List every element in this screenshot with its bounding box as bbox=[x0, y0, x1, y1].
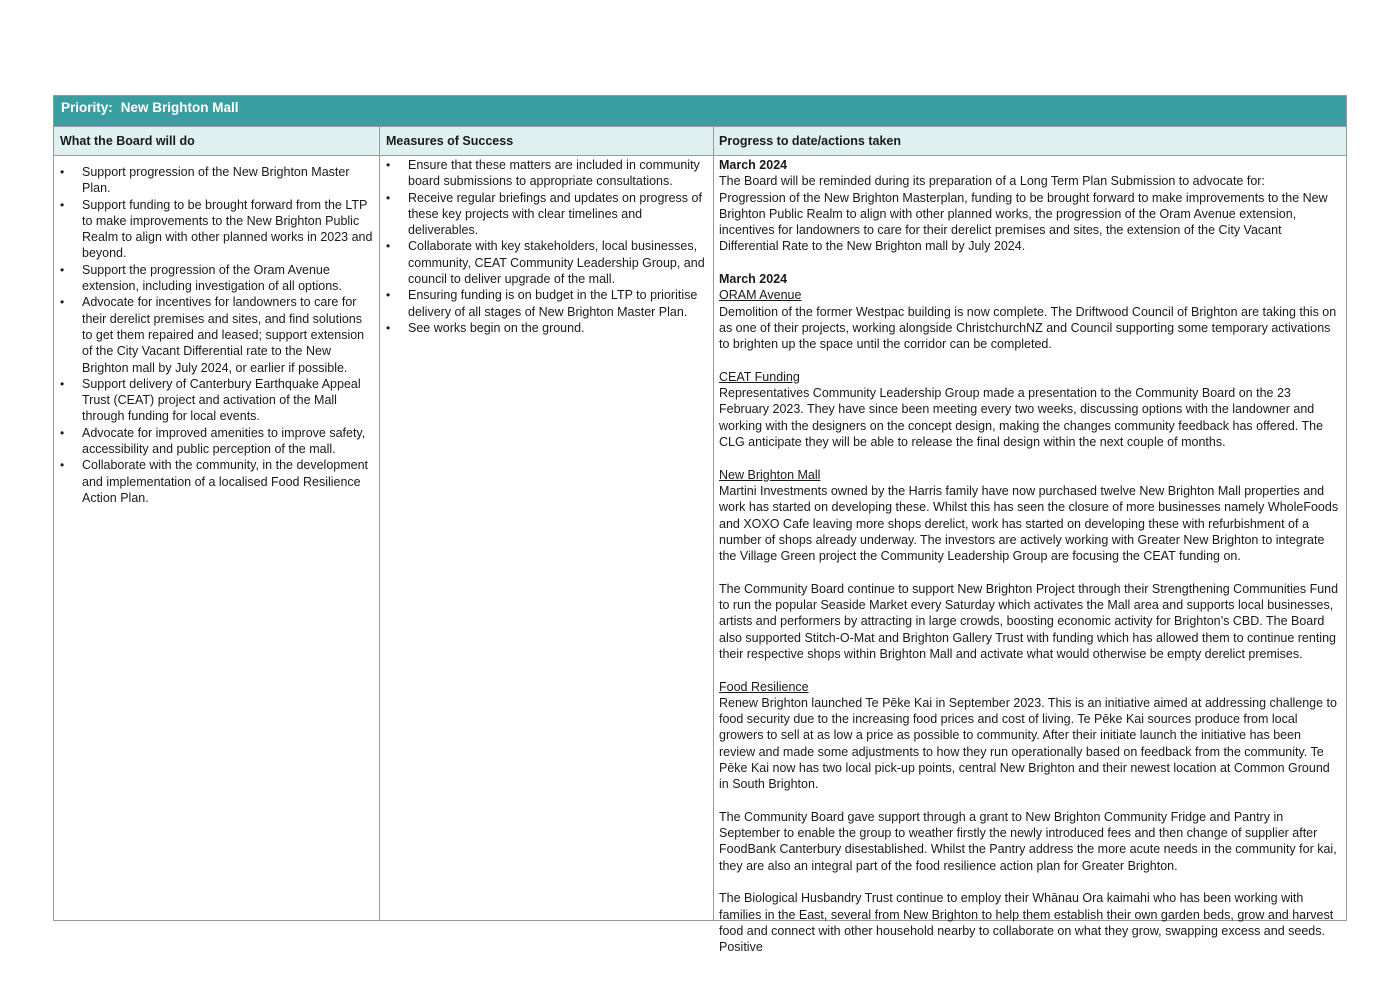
list-item: • Ensuring funding is on budget in the LTP to prioritise delivery of all stages of New Brighton Master Plan. bbox=[380, 287, 713, 320]
progress-section-mall-support bbox=[719, 581, 1340, 662]
list-item: • Support the progression of the Oram Avenue extension, including investigation of all options. bbox=[54, 262, 379, 295]
progress-section-mall bbox=[719, 467, 1340, 565]
progress-section-march-1 bbox=[719, 157, 1340, 255]
section-date: March 2024 bbox=[719, 272, 788, 287]
list-item: • Advocate for incentives for landowners to care for their derelict premises and sites, and find solutions to get them repaired and leased; support extension of the City Vacant Differential rate to the New Brighton mall by July 2024, or earlier if possible. bbox=[54, 294, 379, 375]
progress-section-food bbox=[719, 679, 1340, 793]
section-text: Demolition of the former Westpac building is now complete. The Driftwood Council of Brighton are taking this on as one of their projects, working alongside ChristchurchNZ and Council supporting some temporary activations to brighten up the space until the corridor can be completed. bbox=[719, 304, 1337, 352]
section-date: March 2024 bbox=[719, 158, 788, 172]
section-text: Representatives Community Leadership Group made a presentation to the Community Board on the 23 February 2023. They have since been meeting every two weeks, discussing options with the landowner and working with the designers on the concept design, making the changes community feedback has offered. The CLG anticipate they will be able to release the final design within the next couple of months. bbox=[719, 386, 1324, 450]
priority-table bbox=[53, 95, 1347, 955]
section-text: The Biological Husbandry Trust continue to employ their Whānau Ora kaimahi who has been working with families in the East, several from New Brighton to help them establish their own garden beds, grow and harvest food and connect with other household nearby to collaborate on what they grow, swapping excess and seeds. Positive bbox=[719, 891, 1334, 955]
list-item: • See works begin on the ground. bbox=[380, 320, 713, 336]
progress-section-food-trust bbox=[719, 890, 1340, 955]
priority-name: New Brighton Mall bbox=[120, 100, 239, 115]
list-item: • Support funding to be brought forward from the LTP to make improvements to the New Brighton Public Realm to align with other planned works in 2023 and beyond. bbox=[54, 197, 379, 262]
section-text: The Community Board continue to support New Brighton Project through their Strengthening Communities Fund to run the popular Seaside Market every Saturday which activates the Mall area and supports local businesses, artists and performers by attracting in large crowds, boosting economic activity for Brighton’s CBD. The Board also supported Stitch-O-Mat and Brighton Gallery Trust with funding which has allowed them to continue renting their respective shops within Brighton Mall and activate what would otherwise be empty derelict premises. bbox=[719, 581, 1339, 661]
section-text: The Community Board gave support through a grant to New Brighton Community Fridge and Pantry in September to enable the group to weather firstly the newly introduced fees and then change of supplier after FoodBank Canterbury disestablished. Whilst the Pantry address the more acute needs in the community for kai, they are also an integral part of the food resilience action plan for Greater Brighton. bbox=[719, 809, 1337, 873]
column-header-progress: Progress to date/actions taken bbox=[713, 126, 1346, 156]
list-item: • Receive regular briefings and updates on progress of these key projects with clear timelines and deliverables. bbox=[380, 190, 713, 239]
progress-section-oram bbox=[719, 271, 1340, 352]
measures-list bbox=[380, 156, 713, 336]
board-list bbox=[54, 156, 379, 506]
progress-section-food-pantry bbox=[719, 809, 1340, 874]
section-text: Renew Brighton launched Te Pēke Kai in September 2023. This is an initiative aimed at addressing challenge to food security due to the increasing food prices and cost of living. Te Pēke Kai sources produce from local growers to sell at as low a price as possible to community. After their initiate launch the initiative has been review and made some adjustments to how they run operationally based on feedback from the community. Te Pēke Kai now has two local pick-up points, central New Brighton and their newest location at Common Ground in South Brighton. bbox=[719, 695, 1337, 792]
section-text: The Board will be reminded during its preparation of a Long Term Plan Submission to advocate for: bbox=[719, 174, 1265, 189]
section-text: Progression of the New Brighton Masterplan, funding to be brought forward to make improvements to the New Brighton Public Realm to align with other planned works, the progression of the Oram Avenue extension, incentives for landowners to care for their derelict premises and sites, the extension of the City Vacant Differential Rate to the New Brighton mall by July 2024. bbox=[719, 190, 1328, 254]
measures-column bbox=[379, 156, 713, 920]
progress-section-ceat bbox=[719, 369, 1340, 450]
list-item: • Advocate for improved amenities to improve safety, accessibility and public perception of the mall. bbox=[54, 425, 379, 458]
priority-banner bbox=[54, 96, 1346, 126]
list-item: • Support delivery of Canterbury Earthquake Appeal Trust (CEAT) project and activation of the Mall through funding for local events. bbox=[54, 376, 379, 425]
progress-column bbox=[713, 156, 1346, 955]
list-item: • Collaborate with the community, in the development and implementation of a localised Food Resilience Action Plan. bbox=[54, 457, 379, 506]
board-column bbox=[54, 156, 379, 920]
column-header-measures: Measures of Success bbox=[379, 126, 713, 156]
section-heading: CEAT Funding bbox=[719, 369, 800, 384]
list-item: • Collaborate with key stakeholders, local businesses, community, CEAT Community Leadership Group, and council to deliver upgrade of the mall. bbox=[380, 238, 713, 287]
priority-label: Priority: bbox=[61, 100, 113, 115]
section-heading: New Brighton Mall bbox=[719, 467, 821, 482]
section-text: Martini Investments owned by the Harris family have now purchased twelve New Brighton Mall properties and work has started on developing these. Whilst this has seen the closure of more businesses namely WholeFoods and XOXO Cafe leaving more shops derelict, work has started on developing these with refurbishment of a number of shops already underway. The investors are actively working with Greater New Brighton to integrate the Village Green project the Community Leadership Group are focusing the CEAT funding on. bbox=[719, 483, 1339, 564]
section-heading: ORAM Avenue bbox=[719, 288, 802, 303]
list-item: • Support progression of the New Brighton Master Plan. bbox=[54, 164, 379, 197]
section-heading: Food Resilience bbox=[719, 679, 809, 694]
list-item: • Ensure that these matters are included in community board submissions to appropriate consultations. bbox=[380, 157, 713, 190]
column-header-board: What the Board will do bbox=[54, 126, 379, 156]
